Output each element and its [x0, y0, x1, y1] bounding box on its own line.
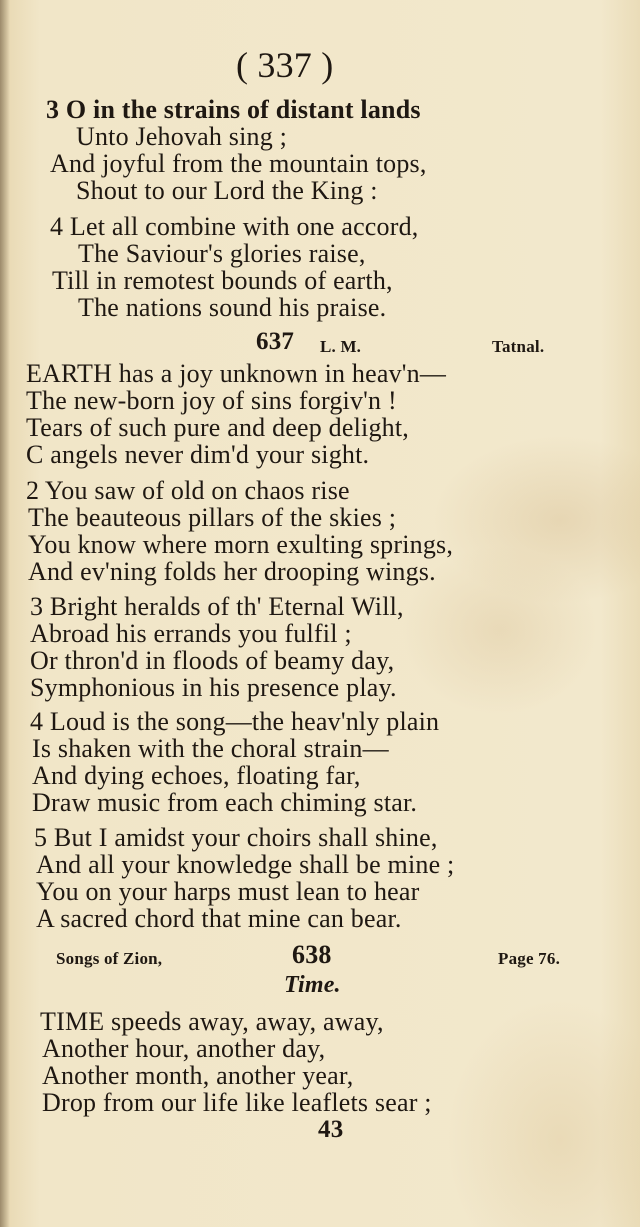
hymn-line: Another hour, another day,: [42, 1034, 326, 1063]
hymn-line: EARTH has a joy unknown in heav'n—: [26, 359, 447, 388]
hymn-line: TIME speeds away, away, away,: [40, 1007, 384, 1036]
hymn-line: 4 Loud is the song—the heav'nly plain: [30, 707, 440, 736]
hymn-line: Drop from our life like leaflets sear ;: [42, 1088, 432, 1117]
hymn-meter: L. M.: [320, 337, 362, 356]
hymn-line: Another month, another year,: [42, 1061, 354, 1090]
hymn-line: Or thron'd in floods of beamy day,: [30, 646, 395, 675]
signature-mark: 43: [318, 1116, 344, 1143]
hymn-line: 2 You saw of old on chaos rise: [26, 476, 350, 505]
hymn-line: The Saviour's glories raise,: [78, 239, 366, 268]
hymn-line: Is shaken with the choral strain—: [32, 734, 389, 763]
page-number-header: ( 337 ): [236, 45, 334, 85]
hymn-line: And ev'ning folds her drooping wings.: [28, 557, 436, 586]
hymn-line: You know where morn exulting springs,: [28, 530, 454, 559]
page-binding-edge: [0, 0, 10, 1227]
hymn-line: The new-born joy of sins forgiv'n !: [26, 386, 397, 415]
hymn-line: A sacred chord that mine can bear.: [36, 904, 402, 933]
hymn-title: Time.: [284, 972, 341, 998]
hymn-line: Draw music from each chiming star.: [32, 788, 418, 817]
hymn-line: Tears of such pure and deep delight,: [26, 413, 409, 442]
hymn-line: 4 Let all combine with one accord,: [50, 212, 419, 241]
hymn-line: 3 O in the strains of distant lands: [46, 95, 421, 124]
hymn-line: Shout to our Lord the King :: [76, 176, 378, 205]
hymn-line: Abroad his errands you fulfil ;: [30, 619, 352, 648]
hymn-tune: Tatnal.: [492, 337, 545, 356]
hymn-line: You on your harps must lean to hear: [36, 877, 420, 906]
hymn-line: C angels never dim'd your sight.: [26, 440, 370, 469]
hymn-line: And dying echoes, floating far,: [32, 761, 361, 790]
hymn-page-ref: Page 76.: [498, 949, 561, 968]
hymn-line: The nations sound his praise.: [78, 293, 387, 322]
hymn-line: Unto Jehovah sing ;: [76, 122, 288, 151]
hymn-line: Symphonious in his presence play.: [30, 673, 397, 702]
hymn-line: The beauteous pillars of the skies ;: [28, 503, 397, 532]
hymn-line: 3 Bright heralds of th' Eternal Will,: [30, 592, 404, 621]
hymn-number: 638: [292, 940, 332, 969]
hymn-source: Songs of Zion,: [56, 949, 163, 968]
hymn-line: Till in remotest bounds of earth,: [52, 266, 393, 295]
hymn-number: 637: [256, 328, 295, 355]
hymn-line: And joyful from the mountain tops,: [50, 149, 427, 178]
hymn-line: And all your knowledge shall be mine ;: [36, 850, 455, 879]
hymn-line: 5 But I amidst your choirs shall shine,: [34, 823, 438, 852]
